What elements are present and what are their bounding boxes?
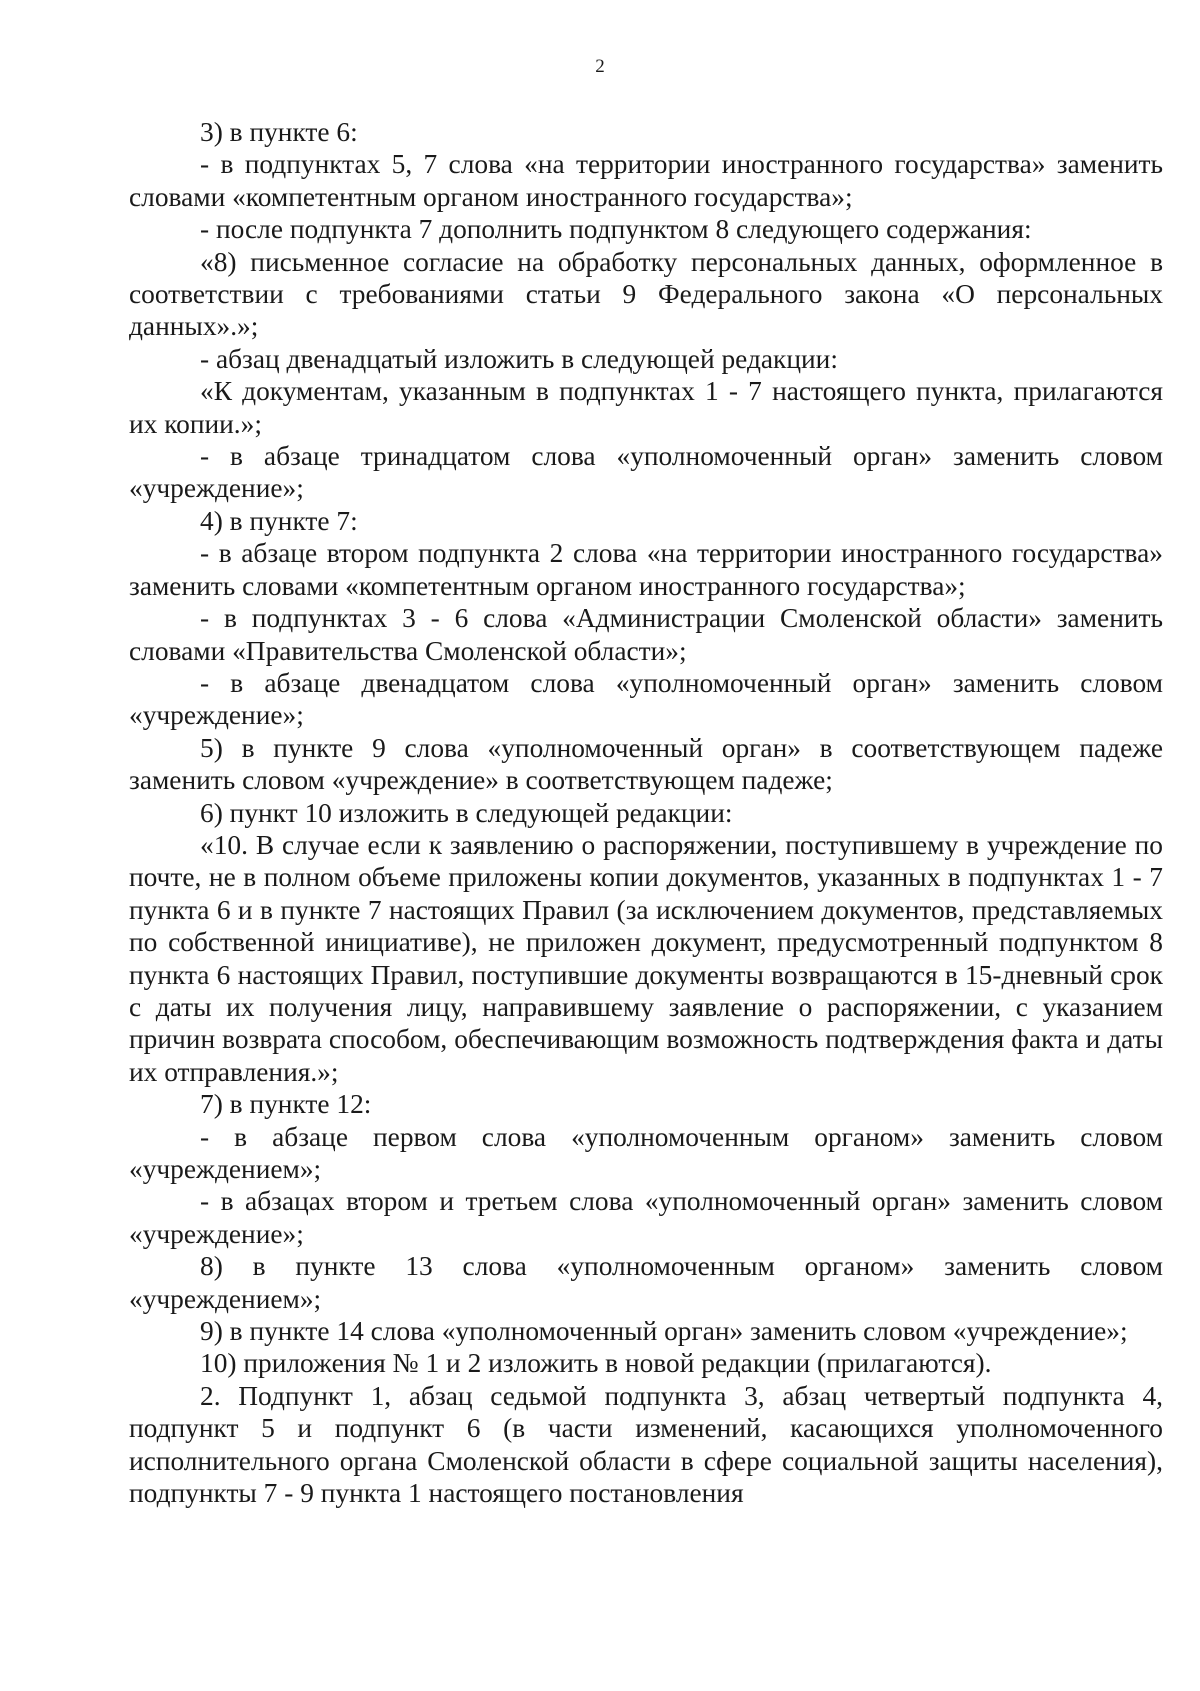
paragraph-18: 8) в пункте 13 слова «уполномоченным органом» заменить словом «учреждением»; bbox=[129, 1251, 1163, 1314]
paragraph-5: - абзац двенадцатый изложить в следующей редакции: bbox=[200, 343, 838, 374]
paragraph-20: 10) приложения № 1 и 2 изложить в новой редакции (прилагаются). bbox=[200, 1348, 992, 1379]
paragraph-19: 9) в пункте 14 слова «уполномоченный орган» заменить словом «учреждение»; bbox=[200, 1316, 1128, 1347]
paragraph-17: - в абзацах втором и третьем слова «уполномоченный орган» заменить словом «учреждение»; bbox=[129, 1186, 1163, 1249]
paragraph-8: 4) в пункте 7: bbox=[200, 505, 358, 536]
paragraph-6: «К документам, указанным в подпунктах 1 - 7 настоящего пункта, прилагаются их копии.»; bbox=[129, 376, 1163, 439]
paragraph-21: 2. Подпункт 1, абзац седьмой подпункта 3, абзац четвертый подпункта 4, подпункт 5 и подпункт 6 (в части изменений, касающихся уполномоченного исполнительного органа Смоленской области в сфере социальной защиты населения), подпункты 7 - 9 пункта 1 настоящего постановления bbox=[129, 1380, 1163, 1509]
paragraph-14: «10. В случае если к заявлению о распоряжении, поступившему в учреждение по почте, не в полном объеме приложены копии документов, указанных в подпунктах 1 - 7 пункта 6 и в пункте 7 настоящих Правил (за исключением документов, представляемых по собственной инициативе), не приложен документ, предусмотренный подпунктом 8 пункта 6 настоящих Правил, поступившие документы возвращаются в 15-дневный срок с даты их получения лицу, направившему заявление о распоряжении, с указанием причин возврата способом, обеспечивающим возможность подтверждения факта и даты их отправления.»; bbox=[129, 829, 1163, 1087]
paragraph-9: - в абзаце втором подпункта 2 слова «на территории иностранного государства» заменить словами «компетентным органом иностранного государства»; bbox=[129, 538, 1163, 601]
paragraph-1: 3) в пункте 6: bbox=[200, 117, 358, 147]
page-number: 2 bbox=[595, 56, 605, 77]
paragraph-13: 6) пункт 10 изложить в следующей редакции: bbox=[200, 797, 733, 828]
paragraph-11: - в абзаце двенадцатом слова «уполномоченный орган» заменить словом «учреждение»; bbox=[129, 667, 1163, 731]
paragraph-4: «8) письменное согласие на обработку персональных данных, оформленное в соответствии с требованиями статьи 9 Федерального закона «О персональных данных».»; bbox=[129, 246, 1163, 342]
paragraph-7: - в абзаце тринадцатом слова «уполномоченный орган» заменить словом «учреждение»; bbox=[129, 441, 1163, 504]
paragraph-12: 5) в пункте 9 слова «уполномоченный орган» в соответствующем падеже заменить словом «учреждение» в соответствующем падеже; bbox=[129, 732, 1163, 796]
paragraph-10: - в подпунктах 3 - 6 слова «Администрации Смоленской области» заменить словами «Правительства Смоленской области»; bbox=[129, 603, 1163, 666]
paragraph-15: 7) в пункте 12: bbox=[200, 1089, 372, 1120]
paragraph-16: - в абзаце первом слова «уполномоченным органом» заменить словом «учреждением»; bbox=[129, 1121, 1163, 1184]
paragraph-3: - после подпункта 7 дополнить подпунктом 8 следующего содержания: bbox=[200, 214, 1032, 245]
paragraph-2: - в подпунктах 5, 7 слова «на территории иностранного государства» заменить словами «компетентным органом иностранного государства»; bbox=[129, 149, 1163, 212]
document-body bbox=[129, 116, 1163, 1509]
